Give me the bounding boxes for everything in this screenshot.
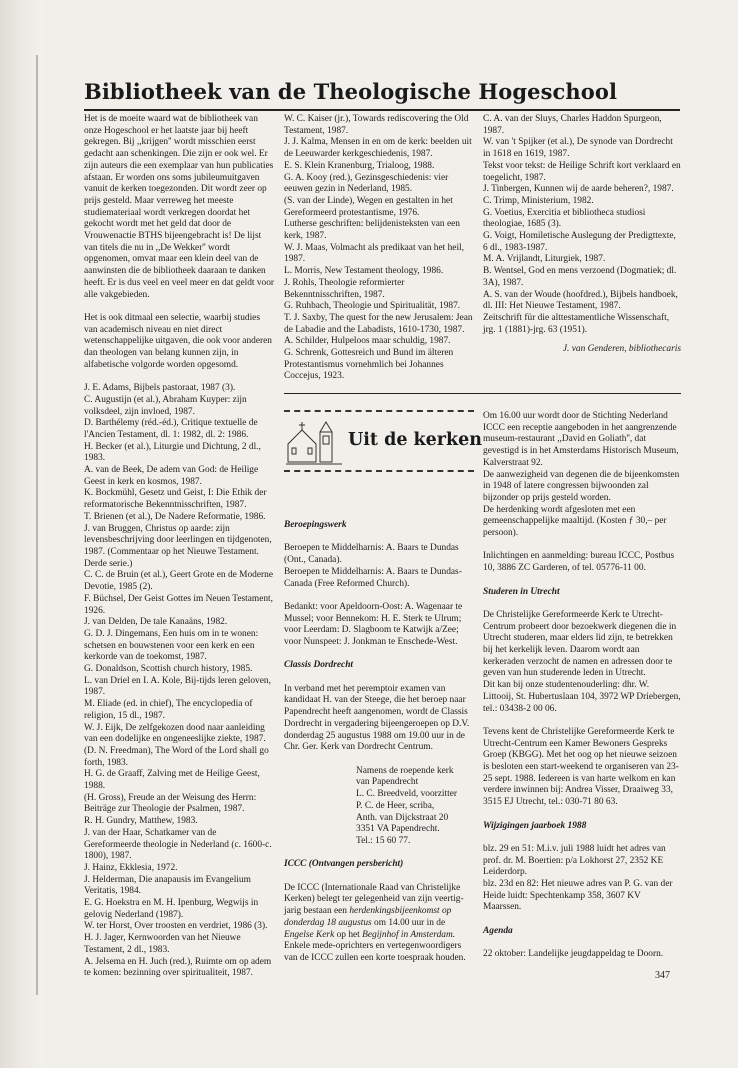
kerken-header xyxy=(284,410,483,474)
book-entry: J. Helderman, Die anapausis im Evangelium Veritatis, 1984. xyxy=(84,874,251,897)
book-entry: M. A. Vrijlandt, Liturgiek, 1987. xyxy=(483,254,606,265)
book-entry: G. Voigt, Homiletische Auslegung der Predigttexte, 6 dl., 1983-1987. xyxy=(483,231,676,253)
book-entry: F. Büchsel, Der Geist Gottes im Neuen Testament, 1926. xyxy=(84,593,274,616)
book-entry: J. J. Kalma, Mensen in en om de kerk: beelden uit de Leeuwarder kerkgeschiedenis, 1987. xyxy=(284,137,472,160)
iccc-heading: ICCC (Ontvangen persbericht) xyxy=(284,859,404,870)
book-entry: T. Brienen (et al.), De Nadere Reformatie, 1986. xyxy=(84,511,266,522)
kerken-title: Uit de kerken xyxy=(348,430,483,450)
section-divider xyxy=(284,393,681,394)
book-entry: C. Augustijn (et al.), Abraham Kuyper: zijn volksdeel, zijn invloed, 1987. xyxy=(84,394,247,417)
wijziging-entry: blz. 23d en 82: Het nieuwe adres van P. G. van der Heide luidt: Spechtenkamp 358, 3607 KV Maarssen. xyxy=(483,879,673,913)
book-entry: J. Rohls, Theologie reformierter Bekenntnisschriften, 1987. xyxy=(284,277,405,300)
utrecht-text: Tevens kent de Christelijke Gereformeerde Kerk te Utrecht-Centrum een Kamer Bewoners Gespreks Groep (KBGG). Met het oog op het nieuwe seizoen is besloten een start-weekend te organiseren van 23-25 sept. 1988. Iedereen is van harte welkom en kan verdere inwinnen bij: Andrea Visser, Draaiweg 33, 3515 EJ Utrecht, tel.: 030-71 80 63. xyxy=(483,726,679,808)
book-entry: (S. van der Linde), Wegen en gestalten in het Gereformeerd protestantisme, 1976. xyxy=(284,195,453,218)
book-entry: Zeitschrift für die alttestamentliche Wissenschaft, jrg. 1 (1881)-jrg. 63 (1951). xyxy=(483,312,670,335)
classis-signature-line: L. C. Breedveld, voorzitter xyxy=(356,789,458,800)
book-entry: H. G. de Graaff, Zalving met de Heilige Geest, 1988. xyxy=(84,769,260,792)
iccc-info: Inlichtingen en aanmelding: bureau ICCC, Postbus 10, 3886 ZC Garderen, of tel. 05776-11 00. xyxy=(483,551,675,574)
library-intro-paragraph: Het is de moeite waard wat de bibliotheek van onze Hogeschool er het laatste jaar bij heeft gekregen. Bij ,,krijgen'' wordt misschien eerst gedacht aan schenkingen. Die zijn er ook wel. Er zijn auteurs die een exemplaar van hun publicaties afstaan. Er worden ons soms jubileumuitgaven vanuit de kerken toegezonden. Dit wordt zeer op prijs gesteld. Maar verreweg het meeste studiemateriaal wordt verkregen doordat het gekocht wordt met het geld dat door de Vrouwenactie BTHS bijeengebracht is! De lijst van titels die nu in ,,De Wekker'' wordt opgenomen, omvat maar een klein deel van de aanwinsten die de bibliotheek daaraan te danken heeft. Er is dus veel en veel meer en dat geldt voor alle vakgebieden. xyxy=(84,114,275,300)
iccc-continued: De aanwezigheid van degenen die de bijeenkomsten in 1948 of latere congressen bijwoonden zal bijzonder op prijs gesteld worden. xyxy=(483,469,680,503)
classis-signature-line: P. C. de Heer, scriba, xyxy=(356,800,435,811)
classis-signature-line: van Papendrecht xyxy=(356,777,419,788)
kerken-column-1 xyxy=(284,520,474,965)
beroep-entry: Beroepen te Middelharnis: A. Baars te Dundas (Ont., Canada). xyxy=(284,543,459,566)
librarian-signature: J. van Genderen, bibliothecaris xyxy=(562,344,681,355)
page-number: 347 xyxy=(655,970,670,981)
book-entry: L. Morris, New Testament theology, 1986. xyxy=(284,266,444,277)
book-entry: A. S. van der Woude (hoofdred.), Bijbels handboek, dl. III: Het Nieuwe Testament, 1987. xyxy=(483,289,678,312)
book-entry: J. Tinbergen, Kunnen wij de aarde beheren?, 1987. xyxy=(483,184,674,195)
utrecht-text: De Christelijke Gereformeerde Kerk te Utrecht-Centrum probeert door bezoekwerk diegenen die in Utrecht studeren, maar elders lid zijn, te betrekken bij het kerkelijk leven. Daarom wordt aan kerkeraden verzocht de namen en adressen door te geven van hun studerende leden in Utrecht. xyxy=(483,609,677,679)
book-entry: C. C. de Bruin (et al.), Geert Grote en de Moderne Devotie, 1985 (2). xyxy=(84,570,274,593)
library-column-3 xyxy=(483,114,681,356)
book-entry: J. van der Haar, Schatkamer van de Gereformeerde theologie in Nederland (c. 1600-c. 1800), 1987. xyxy=(84,827,272,862)
book-entry: W. J. Eijk, De zelfgekozen dood naar aanleiding van een dodelijke en ongeneeslijke ziekte, 1987. xyxy=(84,722,266,745)
library-column-2 xyxy=(284,114,474,383)
book-entry: (D. N. Freedman), The Word of the Lord shall go forth, 1983. xyxy=(84,745,269,768)
classis-text: In verband met het peremptoir examen van kandidaat H. van der Steege, die het beroep naar Papendrecht heeft aangenomen, wordt de Classis Dordrecht in vergadering bijeengeroepen op D.V. donderdag 25 augustus 1988 om 19.00 uur in de Chr. Ger. Kerk van Dordrecht Centrum. xyxy=(284,683,470,753)
book-entry: W. J. Maas, Volmacht als predikaat van het heil, 1987. xyxy=(284,242,464,265)
book-entry: B. Wentsel, God en mens verzoend (Dogmatiek; dl. 3A), 1987. xyxy=(483,266,677,288)
book-entry: J. E. Adams, Bijbels pastoraat, 1987 (3). xyxy=(84,383,236,394)
book-entry: A. Jelsema en H. Juch (red.), Ruimte om op adem te komen: bezinning over spiritualiteit, 1987. xyxy=(84,956,272,979)
classis-signature-line: 3351 VA Papendrecht. xyxy=(356,824,440,835)
wijzigingen-heading: Wijzigingen jaarboek 1988 xyxy=(483,820,587,831)
beroep-entry: Bedankt: voor Apeldoorn-Oost: A. Wagenaar te Mussel; voor Bennekom: H. E. Sterk te Ulrum; voor Leerdam: D. Slagboom te Katwijk a/Zee; voor Nunspeet: J. Jonkman te Enschede-West. xyxy=(284,601,463,647)
beroep-entry: Beroepen te Middelharnis: A. Baars te Dundas-Canada (Free Reformed Church). xyxy=(284,566,462,589)
classis-signature-line: Anth. van Dijckstraat 20 xyxy=(356,812,449,823)
book-entry: G. Ruhbach, Theologie und Spiritualität, 1987. xyxy=(284,301,461,312)
book-entry: T. J. Saxby, The quest for the new Jerusalem: Jean de Labadie and the Labadists, 1610-1730, 1987. xyxy=(284,312,473,335)
book-entry: G. Voetius, Exercitia et bibliotheca studiosi theologiae, 1685 (3). xyxy=(483,207,646,230)
iccc-continued: De herdenking wordt afgesloten met een gemeenschappelijke maaltijd. (Kosten ƒ 30,– per persoon). xyxy=(483,504,667,539)
book-entry: E. G. Hoekstra en M. H. Ipenburg, Wegwijs in gelovig Nederland (1987). xyxy=(84,898,259,920)
agenda-text: 22 oktober: Landelijke jeugdappeldag te Doorn. xyxy=(483,949,664,960)
book-entry: J. van Delden, De tale Kanaäns, 1982. xyxy=(84,617,228,628)
book-entry: K. Bockmühl, Gesetz und Geist, I: Die Ethik der reformatorische Bekenntnisschriften, 1987. xyxy=(84,488,267,511)
iccc-continued: Om 16.00 uur wordt door de Stichting Nederland ICCC een receptie aangeboden in het aangrenzende museum-restaurant ,,David en Goliath'', dat gevestigd is in het Amsterdams Historisch Museum, Kalverstraat 92. xyxy=(483,411,679,468)
page-title: Bibliotheek van de Theologische Hogeschool xyxy=(84,79,618,104)
library-intro-paragraph-2: Het is ook ditmaal een selectie, waarbij studies van academisch niveau en niet direct wetenschappelijke uitgaven, die ook voor anderen dan theologen van belang kunnen zijn, in alfabetische volgorde worden opgesomd. xyxy=(84,312,272,370)
book-entry: E. S. Klein Kranenburg, Trialoog, 1988. xyxy=(284,160,435,171)
binding-line xyxy=(36,55,38,995)
book-entry: A. Schilder, Hulpeloos maar schuldig, 1987. xyxy=(284,336,451,347)
book-entry: G. Schrenk, Gottesreich und Bund im älteren Protestantismus vornehmlich bei Johannes Coccejus, 1923. xyxy=(284,348,454,382)
book-entry: C. Trimp, Ministerium, 1982. xyxy=(483,195,594,206)
classis-signature xyxy=(284,766,474,848)
book-entry: W. C. Kaiser (jr.), Towards rediscovering the Old Testament, 1987. xyxy=(284,114,469,136)
kerken-column-2 xyxy=(483,411,681,961)
book-entry: W. van 't Spijker (et al.), De synode van Dordrecht in 1618 en 1619, 1987. xyxy=(483,137,673,160)
classis-signature-line: Tel.: 15 60 77. xyxy=(356,835,411,846)
book-entry: H. J. Jager, Kernwoorden van het Nieuwe Testament, 2 dl., 1983. xyxy=(84,933,241,955)
book-entry: D. Barthélemy (réd.-éd.), Critique textuelle de l'Ancien Testament, dl. 1: 1982, dl. 2: 1986. xyxy=(84,418,258,440)
book-list-part-1 xyxy=(84,383,275,980)
classis-heading: Classis Dordrecht xyxy=(284,660,354,671)
utrecht-text: Dit kan bij onze studentenouderling: dhr. W. Littooij, St. Hubertuslaan 104, 3972 WP Driebergen, tel.: 03438-2 00 06. xyxy=(483,680,681,714)
utrecht-heading: Studeren in Utrecht xyxy=(483,586,560,597)
book-entry: J. van Bruggen, Christus op aarde: zijn levensbeschrijving door leerlingen en tijdgenoten, 1987. (Commentaar op het Nieuwe Testament. Derde serie.) xyxy=(84,523,272,569)
book-entry: M. Eliade (ed. in chief), The encyclopedia of religion, 15 dl., 1987. xyxy=(84,699,253,721)
book-entry: G. Donaldson, Scottish church history, 1985. xyxy=(84,664,253,675)
dashed-rule-bottom xyxy=(284,470,474,472)
library-column-1 xyxy=(84,114,275,980)
book-entry: G. A. Kooy (red.), Gezinsgeschiedenis: vier eeuwen gezin in Nederland, 1985. xyxy=(284,172,449,195)
book-entry: C. A. van der Sluys, Charles Haddon Spurgeon, 1987. xyxy=(483,114,662,136)
beroepingswerk-heading: Beroepingswerk xyxy=(284,520,347,530)
book-entry: W. ter Horst, Over troosten en verdriet, 1986 (3). xyxy=(84,921,268,932)
agenda-heading: Agenda xyxy=(483,925,513,936)
dashed-rule-top xyxy=(284,410,474,412)
wijziging-entry: blz. 29 en 51: M.i.v. juli 1988 luidt het adres van prof. dr. M. Boertien: p/a Lokhorst 27, 2352 KE Leiderdorp. xyxy=(483,843,666,878)
book-entry: Lutherse geschriften: belijdenisteksten van een kerk, 1987. xyxy=(284,219,460,242)
book-entry: L. van Driel en I. A. Kole, Bij-tijds leren geloven, 1987. xyxy=(84,675,271,698)
book-entry: (H. Gross), Freude an der Weisung des Herrn: Beiträge zur Theologie der Psalmen, 1987. xyxy=(84,792,257,815)
book-entry: R. H. Gundry, Matthew, 1983. xyxy=(84,816,198,827)
iccc-text: De ICCC (Internationale Raad van Christelijke Kerken) belegt ter gelegenheid van zijn veertig-jarig bestaan een herdenkingsbijeenkomst op donderdag 18 augustus om 14.00 uur in de Engelse Kerk op het Begijnhof in Amsterdam. Enkele mede-oprichters en vertegenwoordigers van de ICCC zullen een korte toespraak houden. xyxy=(284,882,466,963)
church-icon xyxy=(284,418,344,466)
classis-signature-line: Namens de roepende kerk xyxy=(356,765,454,776)
book-entry: J. Hainz, Ekklesia, 1972. xyxy=(84,862,178,873)
book-entry: A. van de Beek, De adem van God: de Heilige Geest in kerk en kosmos, 1987. xyxy=(84,465,259,487)
book-entry: G. D. J. Dingemans, Een huis om in te wonen: schetsen en bouwstenen voor een kerk en een kerkorde van de toekomst, 1987. xyxy=(84,628,259,663)
title-rule xyxy=(84,109,680,111)
book-entry: H. Becker (et al.), Liturgie und Dichtung, 2 dl., 1983. xyxy=(84,441,261,464)
book-entry: Tekst voor tekst: de Heilige Schrift kort verklaard en toegelicht, 1987. xyxy=(483,160,681,183)
